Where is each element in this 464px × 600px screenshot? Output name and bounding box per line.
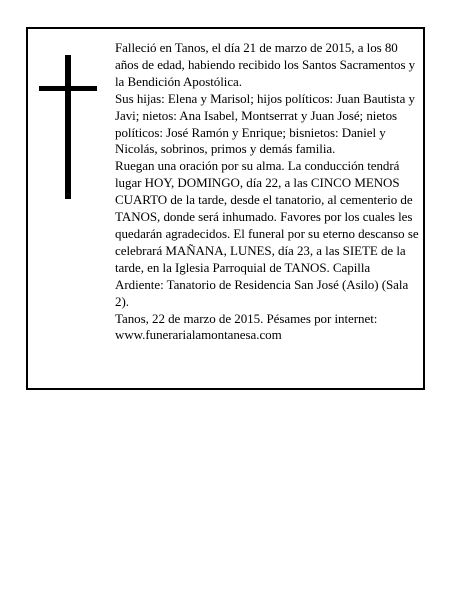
website-paragraph: [115, 327, 421, 344]
family-paragraph: Sus hijas: Elena y Marisol; hijos políticos: Juan Bautista y Javi; nietos: Ana Isabel, Montserrat y Juan José; nietos políticos: José Ramón y Enrique; bisnietos: Daniel y Nicolás, sobrinos, primos y demás familia.: [115, 90, 415, 157]
notice-text: [115, 40, 421, 344]
funeral-arrangements-paragraph: Ruegan una oración por su alma. La conducción tendrá lugar HOY, DOMINGO, día 22, a las CINCO MENOS CUARTO de la tarde, desde el tanatorio, al cementerio de TANOS, donde será inhumado. Favores por los cuales les quedarán agradecidos. El funeral por su eterno descanso se celebrará MAÑANA, LUNES, día 23, a las SIETE de la tarde, en la Iglesia Parroquial de TANOS. Capilla Ardiente: Tanatorio de Residencia San José (Asilo) (Sala 2).: [115, 158, 419, 309]
cross-horizontal-bar: [39, 86, 97, 91]
cross-icon: [39, 55, 97, 199]
obituary-notice: [26, 27, 425, 390]
death-announcement-paragraph: Falleció en Tanos, el día 21 de marzo de 2015, a los 80 años de edad, habiendo recibido los Santos Sacramentos y la Bendición Apostólica.: [115, 40, 416, 89]
funeral-home-website-link[interactable]: www.funerarialamontanesa.com: [115, 327, 282, 343]
date-condolences-paragraph: Tanos, 22 de marzo de 2015. Pésames por internet:: [115, 310, 378, 326]
cross-vertical-bar: [65, 55, 71, 199]
